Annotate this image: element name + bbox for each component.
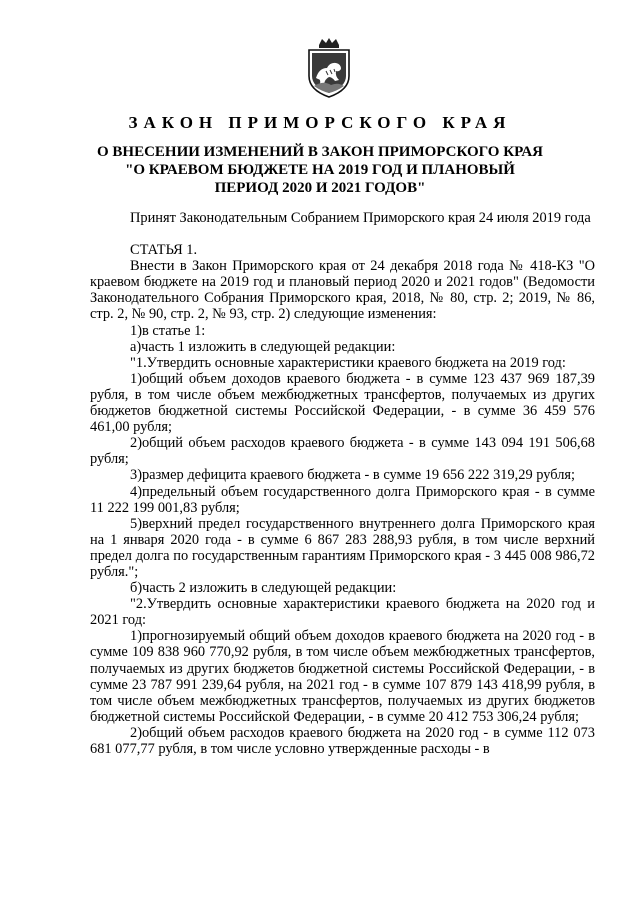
document-body [90,210,595,757]
subtitle-line: ПЕРИОД 2020 И 2021 ГОДОВ" [214,180,426,196]
paragraph: 1)в статье 1: [130,322,206,339]
law-subtitle [60,143,580,197]
paragraph: 5)верхний предел государственного внутреннего долга Приморского края на 1 января 2020 года - в сумме 6 867 283 288,93 рубля, в том числе верхний предел долга по государственным гарантиям Приморского края - 3 445 008 986,72 рубля."; [90,515,595,580]
paragraph: "1.Утвердить основные характеристики краевого бюджета на 2019 год: [130,354,566,371]
paragraph: б)часть 2 изложить в следующей редакции: [130,580,397,597]
paragraph: 3)размер дефицита краевого бюджета - в сумме 19 656 222 319,29 рубля; [130,467,576,484]
paragraph: а)часть 1 изложить в следующей редакции: [130,338,396,355]
coat-of-arms-icon [305,38,353,98]
subtitle-line: "О КРАЕВОМ БЮДЖЕТЕ НА 2019 ГОД И ПЛАНОВЫЙ [125,162,515,178]
adoption-note: Принят Законодательным Собранием Приморского края 24 июля 2019 года [130,210,591,226]
paragraph: 2)общий объем расходов краевого бюджета - в сумме 143 094 191 506,68 рубля; [90,435,595,468]
paragraph: 4)предельный объем государственного долга Приморского края - в сумме 11 222 199 001,83 рубля; [90,483,595,516]
paragraph: 1)прогнозируемый общий объем доходов краевого бюджета на 2020 год - в сумме 109 838 960 770,92 рубля, в том числе объем межбюджетных трансфертов, получаемых из других бюджетов бюджетной системы Российской Федерации, - в сумме 23 787 991 239,64 рубля, на 2021 год - в сумме 107 879 143 418,99 рубля, в том числе объем межбюджетных трансфертов, получаемых из других бюджетов бюджетной системы Российской Федерации, - в сумме 20 412 753 306,24 рубля; [90,628,595,725]
paragraph: "2.Утвердить основные характеристики краевого бюджета на 2020 год и 2021 год: [90,596,595,629]
law-title: ЗАКОН ПРИМОРСКОГО КРАЯ [128,113,512,132]
article-heading: СТАТЬЯ 1. [130,242,198,259]
paragraph: 1)общий объем доходов краевого бюджета - в сумме 123 437 969 187,39 рубля, в том числе объем межбюджетных трансфертов, получаемых из других бюджетов бюджетной системы Российской Федерации, - в сумме 36 459 576 461,00 рубля; [90,370,595,436]
paragraph: Внести в Закон Приморского края от 24 декабря 2018 года № 418-КЗ "О краевом бюджете на 2019 год и плановый период 2020 и 2021 годов" (Ведомости Законодательного Собрания Приморского края, 2018, № 80, стр. 2; 2019, № 86, стр. 2, № 90, стр. 2, № 93, стр. 2) следующие изменения: [90,258,595,323]
subtitle-line: О ВНЕСЕНИИ ИЗМЕНЕНИЙ В ЗАКОН ПРИМОРСКОГО КРАЯ [97,144,543,160]
paragraph: 2)общий объем расходов краевого бюджета на 2020 год - в сумме 112 073 681 077,77 рубля, в том числе условно утвержденные расходы - в [90,724,595,757]
